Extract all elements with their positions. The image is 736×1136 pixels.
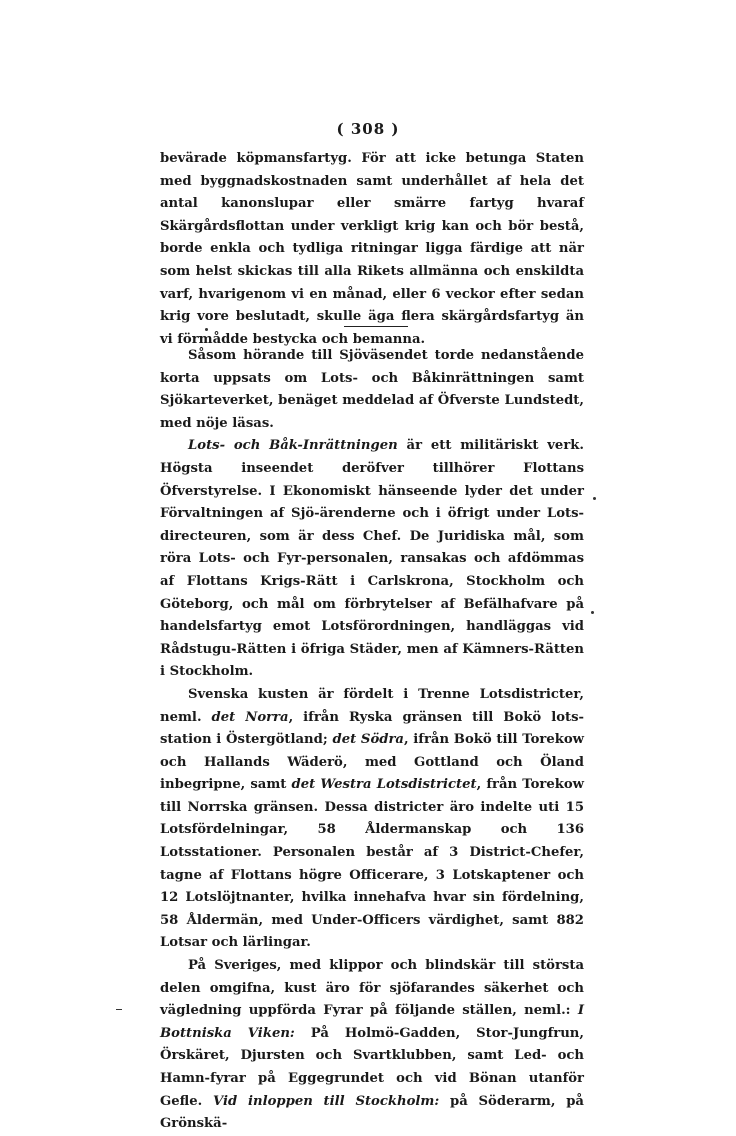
section-divider (344, 326, 408, 327)
districts-text-g: , från Torekow till Norrska gränsen. Dessa districter äro indelte uti 15 Lotsfördelningar, 58 Åldermanskap och 136 Lotsstationer. Personalen består af 3 District-Chefer, tagne af Flottans högre Officerare, 3 Lotskaptener och 12 Lotslöjtnanter, hvilka innehafva hvar sin fördelning, 58 Åldermän, med Under-Officers värdighet, samt 882 Lotsar och lärlingar. (160, 777, 584, 951)
districts-text-a: Svenska kusten är fördelt i Trenne Lotsdistricter, neml. (160, 686, 584, 725)
paragraph-intro: Såsom hörande till Sjöväsendet torde nedanstående korta uppsats om Lots- och Båkinrättningen samt Sjökarteverket, benäget meddelad af Öfverste Lundstedt, med nöje läsas. (160, 348, 584, 431)
lighthouses-text-e: på Söderarm, på Grönskä- (160, 1093, 584, 1132)
text-block-main (160, 345, 584, 1136)
text-block-top (160, 148, 584, 351)
region-bothnian-gulf: I Bottniska Viken: (160, 1003, 584, 1041)
lighthouses-text-a: På Sveriges, med klippor och blindskär till största delen omgifna, kust äro för sjöfarandes säkerhet och vägledning uppförda Fyrar på följande ställen, neml.: (160, 958, 584, 1019)
region-stockholm-inlets: Vid inloppen till Stockholm: (212, 1093, 440, 1109)
section-title-lots: Lots- och Båk-Inrättningen (188, 438, 398, 454)
page-number: ( 308 ) (336, 120, 400, 138)
paragraph-shipbuilding: bevärade köpmansfartyg. För att icke betunga Staten med byggnadskostnaden samt underhållet af hela det antal kanonslupar eller smärre fartyg hvaraf Skärgårdsflottan under verkligt krig kan och bör bestå, borde enkla och tydliga ritningar ligga färdige att när som helst skickas till alla Rikets allmänna och enskildta varf, hvarigenom vi en månad, eller 6 veckor efter sedan krig vore beslutadt, skulle äga flera skärgårdsfartyg än vi förmådde bestycka och bemanna. (160, 151, 584, 347)
district-west: det Westra Lotsdistrictet (291, 777, 477, 793)
paragraph-lots-institution (160, 435, 584, 684)
margin-mark (116, 1009, 122, 1010)
lots-institution-text: är ett militäriskt verk. Högsta inseendet deröfver tillhörer Flottans Öfverstyrelse. I Ekonomiskt hänseende lyder det under Förvaltningen af Sjö-ärenderne och i öfrigt under Lots-directeuren, som är dess Chef. De Juridiska mål, som röra Lots- och Fyr-personalen, ransakas och afdömmas af Flottans Krigs-Rätt i Carlskrona, Stockholm och Göteborg, och mål om förbrytelser af Befälhafvare på handelsfartyg emot Lotsförordningen, handläggas vid Rådstugu-Rätten i öfriga Städer, men af Kämners-Rätten i Stockholm. (160, 438, 584, 680)
districts-text-e: , ifrån Bokö till Torekow och Hallands Wäderö, med Gottland och Öland inbegripne, samt (160, 732, 584, 793)
ink-speck (593, 497, 596, 500)
ink-speck (591, 611, 594, 614)
ink-speck (205, 328, 208, 331)
paragraph-districts (160, 684, 584, 955)
districts-text-c: , ifrån Ryska gränsen till Bokö lots-station i Östergötland; (160, 709, 584, 748)
lighthouses-text-c: På Holmö-Gadden, Stor-Jungfrun, Örskäret, Djursten och Svartklubben, samt Led- och Hamn-fyrar på Eggegrundet och vid Bönan utanför Gefle. (160, 1025, 584, 1109)
district-north: det Norra (211, 709, 289, 725)
paragraph-lighthouses (160, 955, 584, 1136)
district-south: det Södra (332, 732, 404, 748)
